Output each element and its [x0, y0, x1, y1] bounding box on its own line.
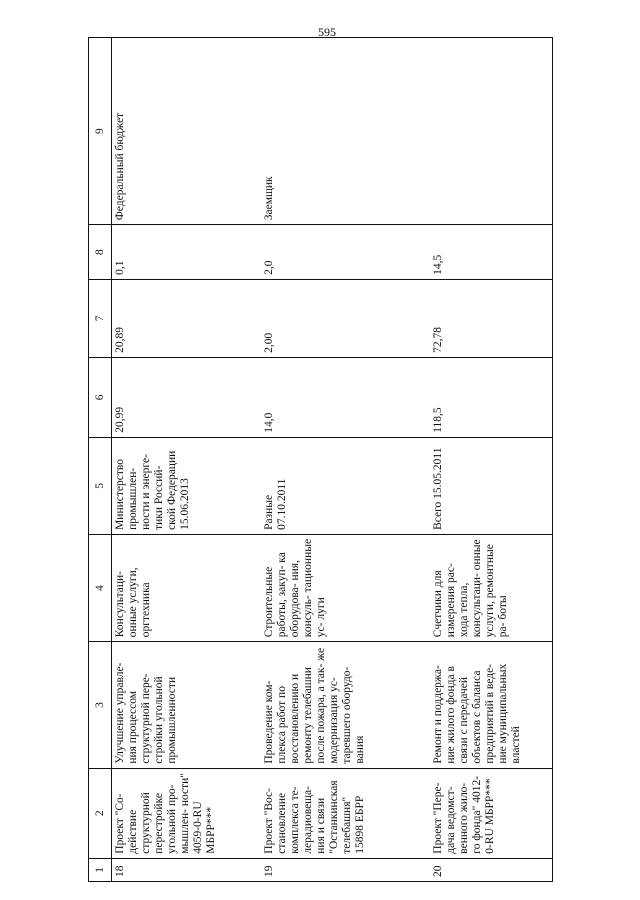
rotated-table-container: [88, 37, 553, 882]
value-cell-6: 20,99: [112, 357, 262, 437]
table-row: [261, 38, 430, 882]
projects-table: [88, 37, 553, 882]
row-number: 20: [430, 858, 553, 881]
column-header: 2: [89, 768, 112, 858]
column-header: 3: [89, 642, 112, 768]
executor-date-cell: Разные 07.10.2011: [261, 437, 430, 534]
value-cell-8: 0,1: [112, 225, 262, 280]
page-number: 595: [318, 25, 336, 39]
table-row: [112, 38, 262, 882]
executor-date-cell: Всего 15.05.2011: [430, 437, 553, 534]
table-row: [430, 38, 553, 882]
value-cell-7: 72,78: [430, 279, 553, 357]
column-header: 5: [89, 437, 112, 534]
row-number: 19: [261, 858, 430, 881]
source-cell: Федеральный бюджет: [112, 38, 262, 225]
column-header: 6: [89, 357, 112, 437]
goods-services-cell: Строительные работы, закуп- ка оборудова- ния, консуль- тационные ус- луги: [261, 534, 430, 641]
project-goal-cell: Улучшение управле- ния процессом структурной пере- стройки угольной промышленности: [112, 642, 262, 768]
column-header: 8: [89, 225, 112, 280]
project-name-cell: Проект "Со- действие структурной перестройке угольной про- мышлен- ности" 4059-0-RU МБРР***: [112, 768, 262, 858]
project-name-cell: Проект "Пере- дача ведомст- венного жило- го фонда" 4012-0-RU МБРР***: [430, 768, 553, 858]
source-cell: Заемщик: [261, 38, 430, 225]
value-cell-8: 14,5: [430, 225, 553, 280]
column-header: 9: [89, 38, 112, 225]
source-cell: [430, 38, 553, 225]
value-cell-7: 2,00: [261, 279, 430, 357]
value-cell-6: 118,5: [430, 357, 553, 437]
table-header-row: [89, 38, 112, 882]
value-cell-7: 20,89: [112, 279, 262, 357]
column-header: 4: [89, 534, 112, 641]
value-cell-6: 14,0: [261, 357, 430, 437]
column-header: 7: [89, 279, 112, 357]
project-goal-cell: Проведение ком- плекса работ по восстановлению и ремонту телебашни после пожара, а так- же модернизация ус- таревшего оборудо- вания: [261, 642, 430, 768]
goods-services-cell: Счетчики для измерения рас- хода тепла, консультаци- онные услуги, ремонтные ра- боты: [430, 534, 553, 641]
value-cell-8: 2,0: [261, 225, 430, 280]
project-name-cell: Проект "Вос- становление комплекса те- лерадиовеща- ния и связи "Останкинская телебашня" 15898 ЕБРР: [261, 768, 430, 858]
column-header: 1: [89, 858, 112, 881]
project-goal-cell: Ремонт и поддержа- ние жилого фонда в связи с передачей объектов с баланса предприятий в веде- ние муниципальных властей: [430, 642, 553, 768]
goods-services-cell: Консультаци- онные услуги, оргтехника: [112, 534, 262, 641]
row-number: 18: [112, 858, 262, 881]
executor-date-cell: Министерство промышлен- ности и энерге- тики Россий- ской Федерации 15.06.2013: [112, 437, 262, 534]
